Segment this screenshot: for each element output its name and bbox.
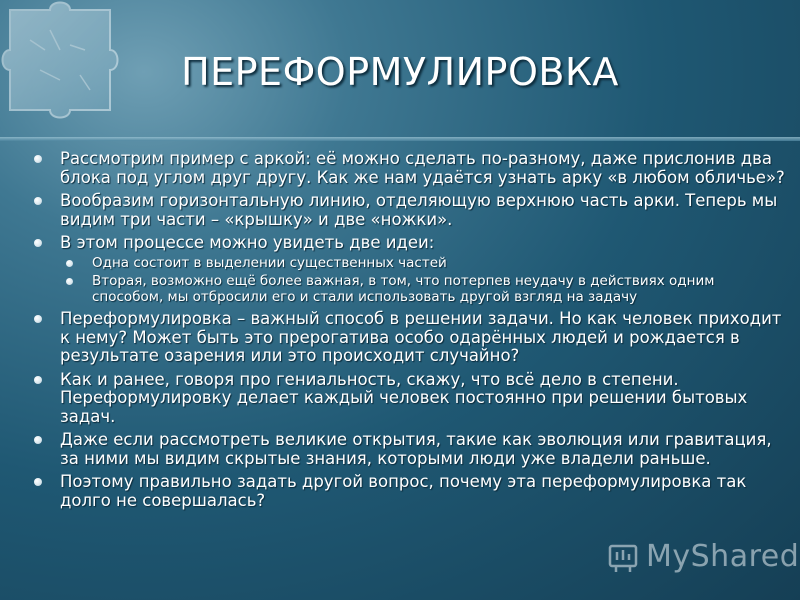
bullet-item (28, 371, 788, 427)
bullet-list (28, 150, 788, 515)
bullet-text: В этом процессе можно увидеть две идеи: (60, 233, 435, 252)
sub-bullet-list (60, 256, 788, 306)
bullet-text: Поэтому правильно задать другой вопрос, почему эта переформулировка так долго не совершалась? (60, 472, 747, 510)
sub-bullet-text: Вторая, возможно ещё более важная, в том, что потерпев неудачу в действиях одним способом, мы отбросили его и стали использовать другой взгляд на задачу (92, 273, 715, 305)
bullet-item (28, 234, 788, 305)
watermark-text: MyShared (646, 538, 800, 574)
myshared-logo-icon (606, 538, 640, 574)
bullet-item (28, 150, 788, 187)
bullet-text: Даже если рассмотреть великие открытия, такие как эволюция или гравитация, за ними мы видим скрытые знания, которыми люди уже владели раньше. (60, 430, 772, 468)
bullet-item (28, 431, 788, 468)
bullet-text: Рассмотрим пример с аркой: её можно сделать по-разному, даже прислонив два блока под углом друг другу. Как же нам удаётся узнать арку «в любом обличье»? (60, 149, 785, 187)
bullet-item (28, 192, 788, 229)
sub-bullet-text: Одна состоит в выделении существенных частей (92, 254, 447, 271)
sub-bullet-item (60, 274, 788, 305)
bullet-item (28, 473, 788, 510)
bullet-item (28, 310, 788, 366)
title-divider (0, 137, 800, 141)
bullet-text: Как и ранее, говоря про гениальность, скажу, что всё дело в степени. Переформулировку делает каждый человек постоянно при решении бытовых задач. (60, 369, 748, 426)
bullet-text: Вообразим горизонтальную линию, отделяющую верхнюю часть арки. Теперь мы видим три части – «крышку» и две «ножки». (60, 191, 778, 229)
sub-bullet-item (60, 256, 788, 272)
bullet-text: Переформулировка – важный способ в решении задачи. Но как человек приходит к нему? Может быть это прерогатива особо одарённых людей и рождается в результате озарения или это происходит случайно? (60, 309, 782, 365)
watermark (606, 534, 799, 578)
slide-title: ПЕРЕФОРМУЛИРОВКА (181, 50, 619, 94)
